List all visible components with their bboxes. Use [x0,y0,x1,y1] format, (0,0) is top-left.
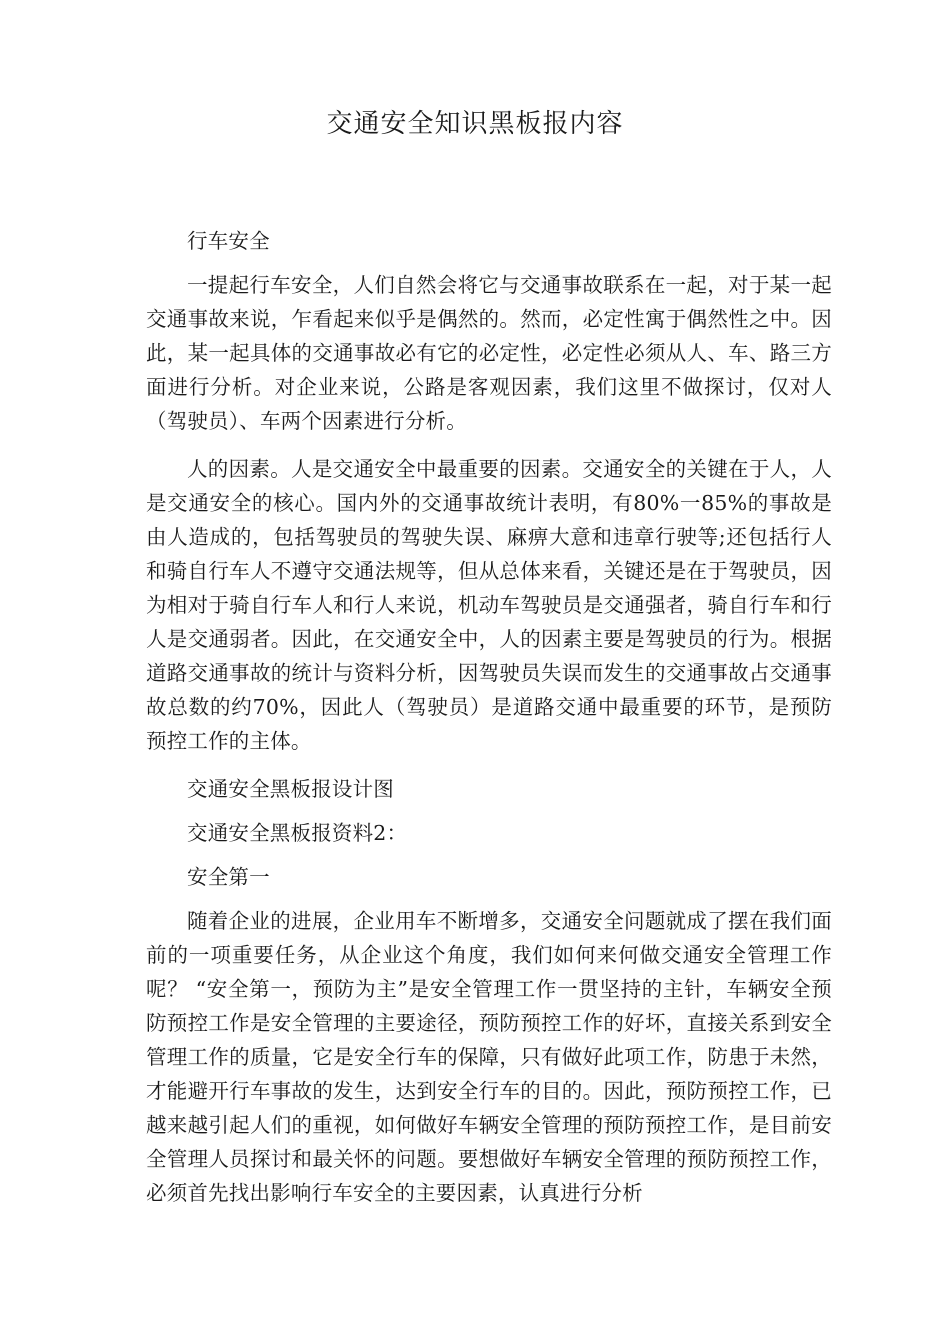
document-body [146,224,832,1224]
section-heading-safety-first: 安全第一 [187,865,270,889]
section-heading-driving-safety: 行车安全 [187,229,270,253]
section-heading-material-2: 交通安全黑板报资料2： [187,821,408,845]
page-title: 交通安全知识黑板报内容 [326,109,624,139]
paragraph-accident-analysis: 一提起行车安全，人们自然会将它与交通事故联系在一起，对于某一起交通事故来说，乍看起来似乎是偶然的。然而，必定性寓于偶然性之中。因此，某一起具体的交通事故必有它的必定性，必定性必须从人、车、路三方面进行分析。对企业来说，公路是客观因素，我们这里不做探讨，仅对人（驾驶员）、车两个因素进行分析。 [146,273,832,433]
paragraph-safety-management: 随着企业的进展，企业用车不断增多，交通安全问题就成了摆在我们面前的一项重要任务，从企业这个角度，我们如何来何做交通安全管理工作呢？ “安全第一，预防为主”是安全管理工作一贯坚持的主针，车辆安全预防预控工作是安全管理的主要途径，预防预控工作的好坏，直接关系到安全管理工作的质量，它是安全行车的保障，只有做好此项工作，防患于未然，才能避开行车事故的发生，达到安全行车的目的。因此，预防预控工作，已越来越引起人们的重视，如何做好车辆安全管理的预防预控工作，是目前安全管理人员探讨和最关怀的问题。要想做好车辆安全管理的预防预控工作，必须首先找出影响行车安全的主要因素，认真进行分析 [146,909,832,1205]
paragraph-human-factors: 人的因素。人是交通安全中最重要的因素。交通安全的关键在于人，人是交通安全的核心。国内外的交通事故统计表明，有80%一85%的事故是由人造成的，包括驾驶员的驾驶失误、麻痹大意和违章行驶等;还包括行人和骑自行车人不遵守交通法规等，但从总体来看，关键还是在于驾驶员，因为相对于骑自行车人和行人来说，机动车驾驶员是交通强者，骑自行车和行人是交通弱者。因此，在交通安全中，人的因素主要是驾驶员的行为。根据道路交通事故的统计与资料分析，因驾驶员失误而发生的交通事故占交通事故总数的约70%，因此人（驾驶员）是道路交通中最重要的环节，是预防预控工作的主体。 [146,457,832,753]
section-heading-design-figure: 交通安全黑板报设计图 [187,777,394,801]
